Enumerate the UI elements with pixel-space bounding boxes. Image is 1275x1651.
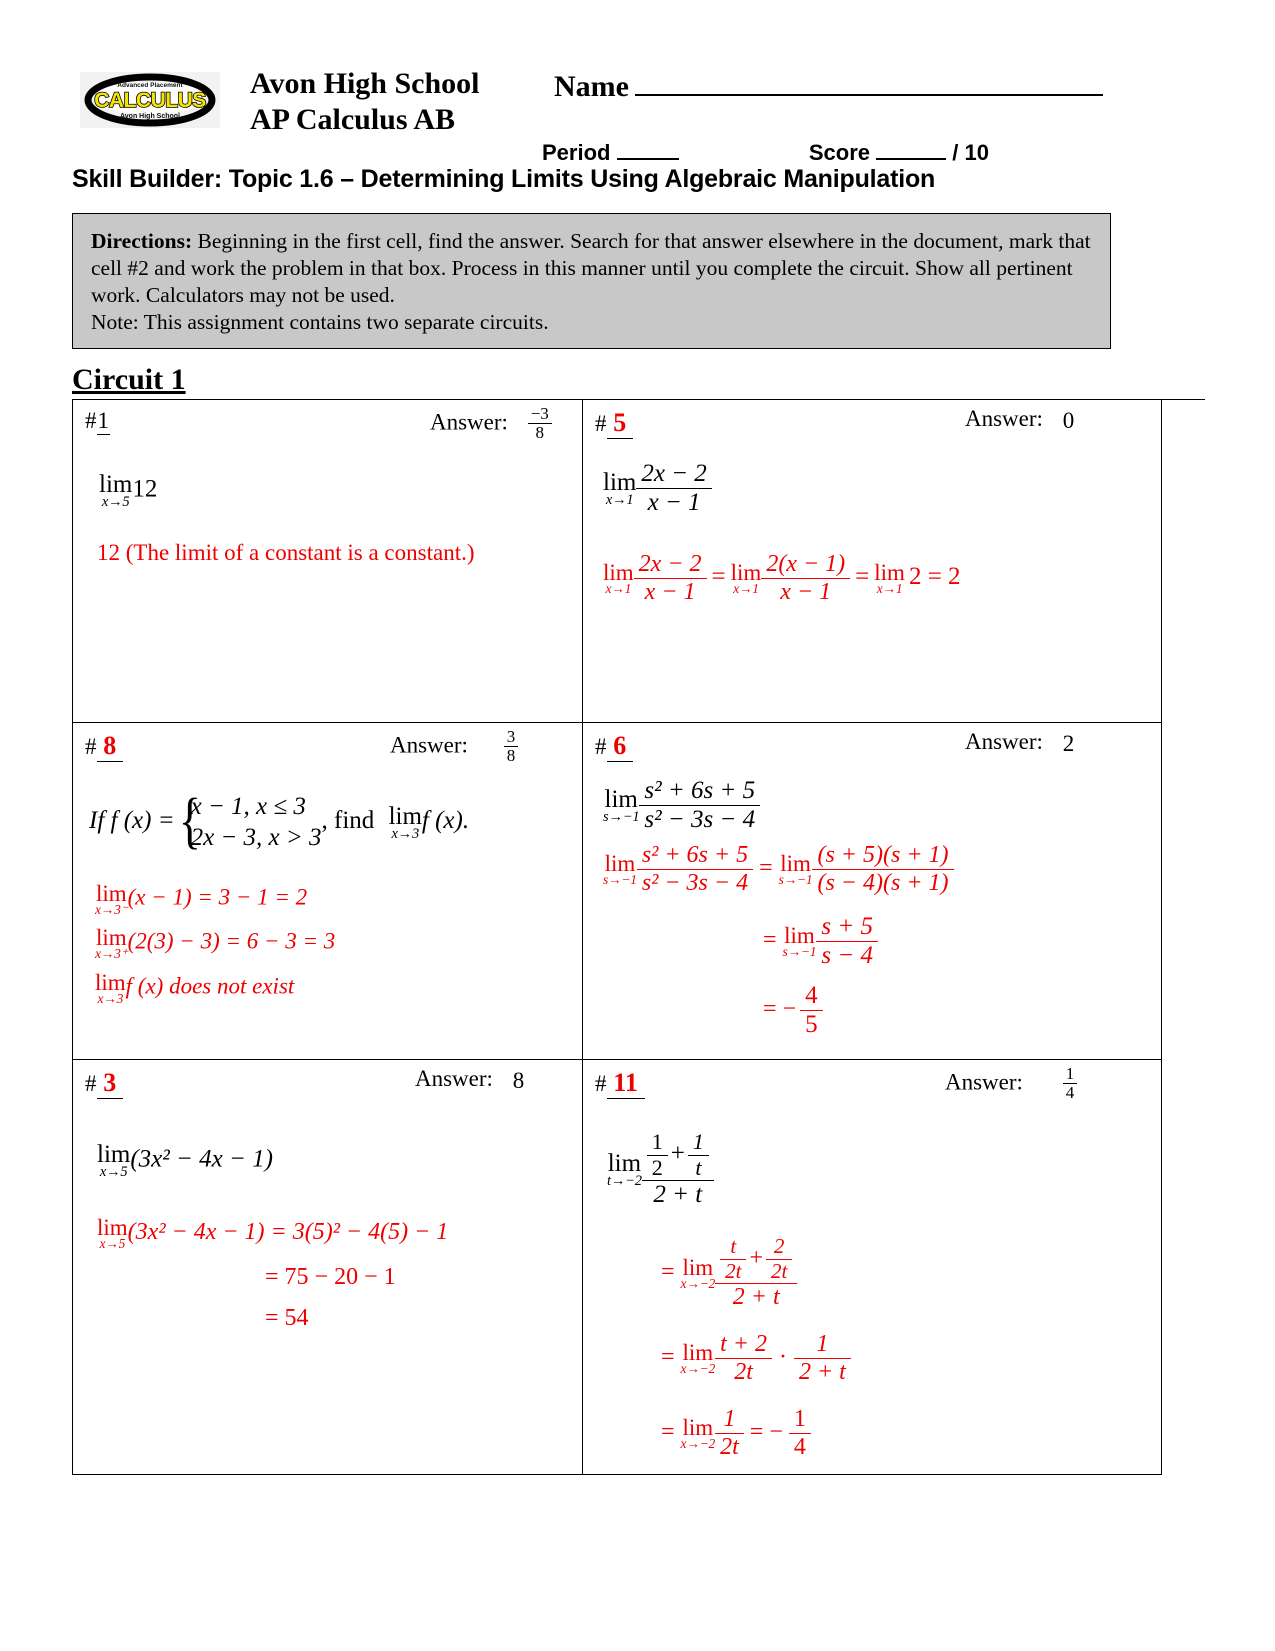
hash-symbol: # bbox=[85, 1071, 97, 1096]
answer-denominator: 8 bbox=[528, 423, 552, 442]
score-total: / 10 bbox=[952, 140, 989, 165]
period-label: Period bbox=[542, 140, 611, 165]
problem-cell-1[interactable] bbox=[73, 400, 583, 723]
fraction-numerator: 2 bbox=[773, 1234, 785, 1259]
fraction-numerator: 1 bbox=[692, 1129, 704, 1154]
limit-operator: lim bbox=[95, 925, 127, 950]
cell-number-group bbox=[595, 1068, 645, 1099]
school-line-1: Avon High School bbox=[250, 67, 480, 100]
equals-sign: = bbox=[661, 1344, 675, 1371]
limit-subscript: x→3⁻ bbox=[95, 901, 128, 917]
limit-subscript: x→1 bbox=[605, 581, 632, 597]
fraction-denominator: 2t bbox=[720, 1259, 746, 1284]
complex-denominator: 2 + t bbox=[642, 1180, 714, 1209]
problem-cell-5[interactable] bbox=[583, 400, 1162, 723]
limit-operator: lim bbox=[95, 969, 126, 995]
fraction-numerator: t bbox=[730, 1234, 737, 1259]
cell-number: 6 bbox=[613, 731, 627, 760]
work-text: f (x) does not exist bbox=[125, 973, 295, 999]
limit-operator: lim bbox=[99, 471, 133, 498]
cell-number: 5 bbox=[613, 408, 627, 437]
piecewise-line-2: 2x − 3, x > 3 bbox=[190, 824, 322, 852]
cell-header bbox=[595, 408, 1151, 448]
solution-work-line bbox=[97, 1216, 572, 1251]
fraction-denominator: 4 bbox=[789, 1433, 811, 1461]
work-text: (3x² − 4x − 1) = 3(5)² − 4(5) − 1 bbox=[127, 1218, 449, 1245]
fraction-denominator: 2t bbox=[715, 1358, 772, 1386]
limit-subscript: x→1 bbox=[876, 581, 903, 597]
limit-body: (3x² − 4x − 1) bbox=[130, 1145, 273, 1173]
fraction-denominator: (s − 4)(s + 1) bbox=[812, 869, 953, 897]
answer-value bbox=[504, 729, 519, 766]
fraction-denominator: 2 bbox=[647, 1155, 668, 1181]
name-input-line[interactable] bbox=[635, 72, 1103, 96]
directions-label: Directions: bbox=[91, 229, 193, 253]
answer-numerator: 1 bbox=[1065, 1064, 1075, 1083]
solution-work-line bbox=[95, 971, 572, 1006]
limit-subscript: x→−2 bbox=[680, 1436, 716, 1452]
solution-work: lim x→1 $\frac{2x - 2}{x - 1}$ = lim x→1 $\frac{2(x - 1)}{x - 1}$ = lim x→1 2 = 2 bbox=[603, 551, 961, 605]
answer-value: 0 bbox=[1062, 407, 1075, 433]
equals-sign: = bbox=[661, 1418, 675, 1445]
cell-number: 3 bbox=[103, 1068, 117, 1097]
answer-group bbox=[430, 406, 552, 443]
function-prefix: If f (x) = bbox=[89, 806, 175, 834]
circuit-heading: Circuit 1 bbox=[72, 363, 186, 396]
work-text: (2(3) − 3) = 6 − 3 = 3 bbox=[127, 928, 336, 954]
cell-header bbox=[85, 1068, 572, 1108]
cell-header bbox=[85, 727, 572, 771]
cell-number-group bbox=[85, 1068, 123, 1099]
solution-work: 12 (The limit of a constant is a constant.) bbox=[97, 539, 475, 565]
answer-label: Answer: bbox=[430, 409, 508, 435]
limit-operator: lim bbox=[97, 1214, 128, 1240]
cell-number-group bbox=[595, 408, 633, 439]
cell-number-group bbox=[85, 731, 123, 762]
solution-work-line: = lim s→−1 $\frac{s + 5}{s - 4}$ bbox=[763, 913, 1151, 970]
limit-subscript: s→−1 bbox=[782, 944, 817, 959]
score-label: Score bbox=[808, 140, 870, 165]
problem-cell-3[interactable] bbox=[73, 1060, 583, 1475]
answer-value bbox=[1063, 1066, 1078, 1103]
page-title: Skill Builder: Topic 1.6 – Determining Limits Using Algebraic Manipulation bbox=[72, 165, 936, 193]
piecewise-line-1: x − 1, x ≤ 3 bbox=[190, 793, 306, 820]
complex-numerator bbox=[642, 1130, 714, 1180]
cell-header bbox=[85, 404, 572, 448]
answer-group bbox=[945, 1066, 1077, 1103]
limit-operator: lim bbox=[388, 802, 422, 830]
answer-label: Answer: bbox=[390, 732, 468, 758]
complex-denominator: 2 + t bbox=[715, 1283, 797, 1311]
solution-work-line: = 54 bbox=[265, 1305, 309, 1331]
limit-subscript: s→−1 bbox=[603, 872, 637, 888]
solution-work-line bbox=[95, 926, 572, 961]
find-suffix: , find bbox=[321, 806, 375, 834]
solution-work-line: = 75 − 20 − 1 bbox=[265, 1264, 396, 1290]
fraction-numerator: 1 bbox=[651, 1129, 663, 1154]
answer-value: 2 bbox=[1062, 730, 1075, 756]
limit-subscript: x→−2 bbox=[680, 1361, 716, 1377]
cell-header bbox=[595, 1064, 1151, 1108]
answer-denominator: 8 bbox=[504, 746, 519, 765]
limit-subscript: x→1 bbox=[733, 581, 759, 597]
fraction-denominator: s − 4 bbox=[816, 941, 878, 970]
result: 2 = 2 bbox=[908, 563, 961, 591]
work-text: (x − 1) = 3 − 1 = 2 bbox=[127, 884, 308, 910]
hash-symbol: # bbox=[595, 734, 607, 759]
fraction-numerator: s + 5 bbox=[821, 912, 873, 940]
plus-sign: + bbox=[670, 1139, 685, 1167]
answer-label: Answer: bbox=[965, 729, 1043, 754]
complex-numerator bbox=[715, 1235, 797, 1283]
cell-number-group bbox=[85, 408, 110, 435]
solution-work-line bbox=[95, 882, 572, 917]
limit-subscript: x→1 bbox=[605, 491, 634, 508]
solution-work-line: = lim x→−2 $\frac{t}{2t}$ + $\frac{2}{2t}$ 2 + t bbox=[661, 1235, 1151, 1311]
equals-sign: = − bbox=[763, 995, 797, 1022]
piecewise-definition bbox=[175, 787, 322, 856]
limit-operator: lim bbox=[603, 468, 637, 496]
answer-label: Answer: bbox=[965, 406, 1043, 431]
period-score-row bbox=[542, 140, 989, 166]
limit-operator: lim bbox=[95, 880, 127, 906]
equals-sign: = bbox=[855, 563, 870, 591]
fraction-denominator: 5 bbox=[800, 1010, 823, 1039]
solution-work-line: = lim x→−2 $\frac{1}{2t}$ = − $\frac{1}{4}$ bbox=[661, 1406, 1151, 1461]
problem-expression bbox=[603, 460, 1151, 517]
limit-operator: lim bbox=[604, 785, 638, 813]
limit-body: f (x). bbox=[421, 806, 470, 834]
answer-group bbox=[390, 729, 518, 766]
problem-expression bbox=[89, 787, 572, 856]
problem-cell-8[interactable] bbox=[73, 723, 583, 1060]
directions-body: Beginning in the first cell, find the answer. Search for that answer elsewhere in the document, mark that cell #2 and work the problem in that box. Process in this manner until you complete the circuit. Show all pertinent work. Calculators may not be used. bbox=[91, 229, 1091, 307]
limit-subscript: s→−1 bbox=[603, 808, 640, 825]
limit-subscript: x→5 bbox=[101, 494, 130, 510]
fraction-denominator: x − 1 bbox=[634, 578, 707, 606]
fraction-denominator: 2t bbox=[766, 1259, 792, 1284]
limit-subscript: x→−2 bbox=[680, 1275, 716, 1291]
equals-sign: = bbox=[763, 926, 777, 953]
name-label: Name bbox=[554, 70, 629, 103]
answer-label: Answer: bbox=[415, 1066, 493, 1091]
fraction-numerator: s² + 6s + 5 bbox=[641, 842, 749, 868]
answer-group bbox=[965, 406, 1074, 434]
fraction-denominator: 2t bbox=[715, 1433, 744, 1461]
limit-subscript: s→−1 bbox=[778, 872, 813, 888]
fraction-numerator: 1 bbox=[793, 1405, 806, 1432]
solution-work-line: lim s→−1 $\frac{\text{s² + 6s + 5}}{\text{s² − 3s − 4}}$ = lim s→−1 $\frac{(s + 5)(s + 1)}{(s - 4)(s + 1)}$ bbox=[603, 842, 1151, 897]
fraction-numerator: (s + 5)(s + 1) bbox=[817, 842, 949, 868]
cell-number: 8 bbox=[103, 731, 117, 760]
fraction-denominator: t bbox=[688, 1155, 709, 1181]
page-header bbox=[72, 60, 1202, 170]
fraction-numerator: 2(x − 1) bbox=[766, 551, 846, 577]
fraction-numerator: 1 bbox=[723, 1405, 736, 1432]
equals-sign: = − bbox=[749, 1418, 783, 1445]
multiplication-dot: · bbox=[778, 1344, 787, 1371]
answer-numerator: −3 bbox=[530, 404, 549, 423]
fraction-numerator: 2x − 2 bbox=[641, 460, 707, 487]
answer-group bbox=[415, 1066, 524, 1094]
score-input-line[interactable] bbox=[876, 142, 946, 160]
hash-symbol: # bbox=[85, 408, 97, 433]
limit-subscript: x→3 bbox=[97, 990, 124, 1006]
period-input-line[interactable] bbox=[617, 142, 679, 160]
equals-sign: = bbox=[759, 854, 773, 881]
limit-subscript: x→3⁺ bbox=[95, 946, 128, 961]
equals-sign: = bbox=[711, 563, 726, 591]
fraction-numerator: s² + 6s + 5 bbox=[644, 777, 756, 804]
fraction-numerator: 1 bbox=[816, 1331, 829, 1358]
answer-group bbox=[965, 729, 1074, 757]
fraction-denominator: x − 1 bbox=[636, 488, 711, 517]
problem-cell-6[interactable] bbox=[583, 723, 1162, 1060]
answer-denominator: 4 bbox=[1063, 1083, 1078, 1102]
limit-operator: lim bbox=[97, 1141, 131, 1168]
directions-note: Note: This assignment contains two separate circuits. bbox=[91, 310, 549, 334]
hash-symbol: # bbox=[595, 1071, 607, 1096]
problem-cell-11[interactable] bbox=[583, 1060, 1162, 1475]
cell-number: 1 bbox=[97, 408, 109, 433]
plus-sign: + bbox=[749, 1244, 763, 1271]
fraction-denominator: s² − 3s − 4 bbox=[639, 805, 760, 834]
problem-expression bbox=[97, 1142, 572, 1180]
limit-subscript: t→−2 bbox=[607, 1172, 642, 1189]
fraction-denominator: s² − 3s − 4 bbox=[637, 869, 753, 897]
ap-calculus-logo bbox=[80, 72, 220, 128]
circuit-1-grid bbox=[72, 399, 1162, 1475]
table-row bbox=[73, 1060, 1162, 1475]
fraction-numerator: t + 2 bbox=[720, 1331, 767, 1358]
cell-number: 11 bbox=[613, 1068, 638, 1097]
fraction-numerator: 2x − 2 bbox=[638, 551, 702, 577]
cell-header bbox=[595, 731, 1151, 771]
name-field-group bbox=[554, 70, 1103, 104]
problem-expression bbox=[99, 472, 572, 510]
answer-value bbox=[528, 406, 552, 443]
answer-value: 8 bbox=[512, 1067, 525, 1093]
answer-numerator: 3 bbox=[506, 727, 516, 746]
equals-sign: = bbox=[661, 1258, 675, 1285]
svg-text:Advanced Placement: Advanced Placement bbox=[117, 82, 183, 89]
table-row bbox=[73, 723, 1162, 1060]
fraction-denominator: 2 + t bbox=[794, 1358, 851, 1386]
answer-label: Answer: bbox=[945, 1069, 1023, 1095]
hash-symbol: # bbox=[85, 734, 97, 759]
cell-number-group bbox=[595, 731, 633, 762]
school-name-block bbox=[250, 66, 480, 138]
directions-box bbox=[72, 213, 1111, 349]
solution-work-line bbox=[763, 982, 1151, 1039]
limit-body: 12 bbox=[132, 475, 158, 503]
brace-glyph: { bbox=[178, 787, 201, 856]
fraction-denominator: x − 1 bbox=[761, 578, 850, 606]
limit-operator: lim bbox=[607, 1149, 642, 1177]
table-row bbox=[73, 400, 1162, 723]
fraction-numerator: 4 bbox=[805, 981, 818, 1009]
svg-text:Avon High School: Avon High School bbox=[119, 113, 181, 120]
limit-subscript: x→3 bbox=[391, 825, 420, 842]
school-line-2: AP Calculus AB bbox=[250, 103, 456, 136]
solution-work-line: = lim x→−2 $\frac{t + 2}{2t}$ · $\frac{1}{2 + t}$ bbox=[661, 1331, 1151, 1386]
hash-symbol: # bbox=[595, 411, 607, 436]
limit-subscript: x→5 bbox=[99, 1235, 126, 1251]
svg-text:CALCULUS: CALCULUS bbox=[94, 89, 206, 112]
problem-expression bbox=[607, 1130, 1151, 1209]
problem-expression bbox=[603, 777, 1151, 834]
limit-subscript: x→5 bbox=[99, 1164, 128, 1180]
